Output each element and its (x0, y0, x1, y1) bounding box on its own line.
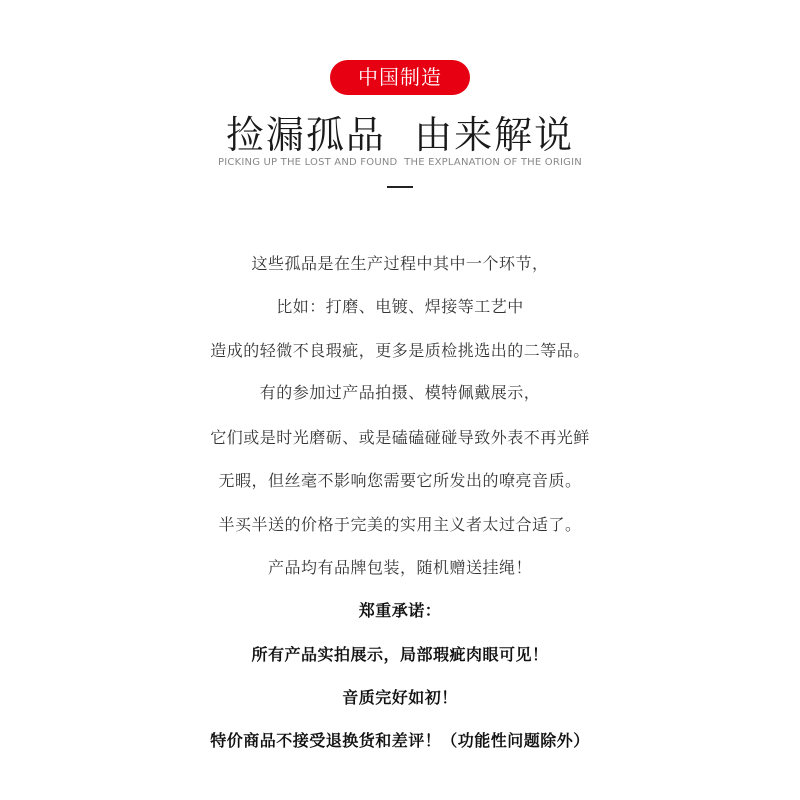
body-line-5: 它们或是时光磨砺、或是磕磕碰碰导致外表不再光鲜 (210, 428, 590, 447)
made-in-china-badge: 中国制造 (330, 60, 470, 95)
body-line-7: 半买半送的价格于完美的实用主义者太过合适了。 (218, 515, 582, 534)
body-line-6: 无暇，但丝毫不影响您需要它所发出的嘹亮音质。 (218, 471, 582, 490)
promise-line-3: 特价商品不接受退换货和差评！（功能性问题除外） (210, 731, 590, 750)
body-line-1: 这些孤品是在生产过程中其中一个环节， (251, 254, 549, 273)
promise-line-1: 所有产品实拍展示，局部瑕疵肉眼可见！ (251, 645, 549, 664)
page-title: 捡漏孤品 由来解说 (225, 113, 575, 157)
body-line-8: 产品均有品牌包装，随机赠送挂绳！ (267, 558, 532, 577)
title-divider (387, 186, 413, 188)
body-line-2: 比如：打磨、电镀、焊接等工艺中 (276, 297, 524, 316)
body-line-3: 造成的轻微不良瑕疵，更多是质检挑选出的二等品。 (210, 341, 590, 360)
page-subtitle: PICKING UP THE LOST AND FOUND THE EXPLANATION OF THE ORIGIN (218, 157, 582, 168)
body-line-4: 有的参加过产品拍摄、模特佩戴展示， (259, 383, 541, 402)
promise-heading: 郑重承诺： (358, 601, 442, 620)
promise-line-2: 音质完好如初！ (342, 688, 458, 707)
